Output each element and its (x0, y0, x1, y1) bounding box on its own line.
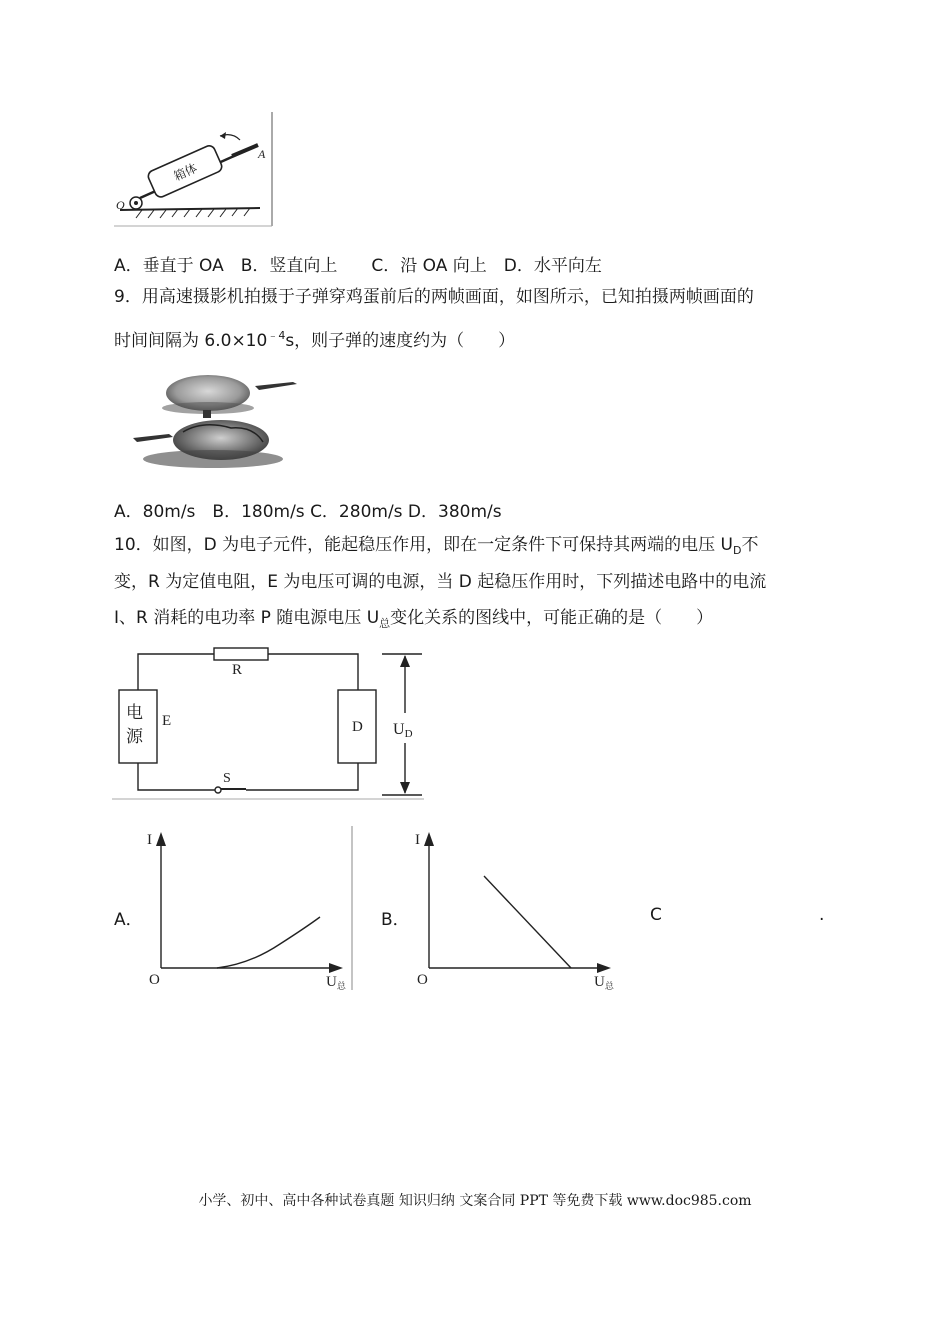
option-b-label: B． (381, 910, 410, 930)
switch-label: S (223, 771, 231, 786)
circuit-diagram (112, 645, 427, 803)
point-o-label: O (116, 198, 125, 212)
point-a-label: A (258, 147, 266, 161)
lever-box-figure (112, 112, 277, 228)
element-d-label: D (352, 719, 363, 735)
q8-options: A．垂直于 OA B．竖直向上 C．沿 OA 向上 D．水平向左 (114, 256, 602, 276)
q10-line1: 10．如图，D 为电子元件，能起稳压作用，即在一定条件下可保持其两端的电压 $U_D$不 (114, 535, 759, 557)
source-label-bottom: 源 (126, 727, 143, 747)
footer: 小学、初中、高中各种试卷真题 知识归纳 文案合同 PPT 等免费下载 www.doc985.com (198, 1193, 752, 1209)
q9-line1: 9．用高速摄影机拍摄于子弹穿鸡蛋前后的两帧画面，如图所示，已知拍摄两帧画面的 (114, 287, 754, 307)
q10-line3: I、R 消耗的电功率 P 随电源电压 $U_总$变化关系的图线中，可能正确的是（ ） (114, 608, 714, 630)
option-a-label: A． (114, 910, 143, 930)
voltage-label: UD (393, 721, 413, 740)
resistor-label: R (232, 662, 243, 678)
graph-b-y-label: I (415, 832, 420, 848)
graph-a-y-label: I (147, 832, 152, 848)
box-label: 箱体 (171, 160, 200, 184)
graph-a-x-label: $U_总$ (326, 974, 346, 991)
graph-b-x-label: $U_总$ (594, 974, 614, 991)
option-c-label: C (650, 905, 662, 925)
bullet-egg-photo (113, 356, 301, 472)
emf-label: E (162, 713, 172, 729)
q10-line2: 变，R 为定值电阻，E 为电压可调的电源，当 D 起稳压作用时，下列描述电路中的电流 (114, 572, 767, 592)
source-label-top: 电 (126, 703, 143, 723)
q9-options: A．80m/s B．180m/s C．280m/s D．380m/s (114, 502, 502, 522)
trailing-dot: . (819, 905, 825, 925)
graph-b (408, 826, 626, 992)
graph-a (140, 826, 358, 992)
q9-line2: 时间间隔为 $6.0\times 10^{﹣4}s$，则子弹的速度约为（ ） (114, 329, 516, 351)
graph-b-origin: O (417, 972, 428, 988)
graph-a-origin: O (149, 972, 160, 988)
